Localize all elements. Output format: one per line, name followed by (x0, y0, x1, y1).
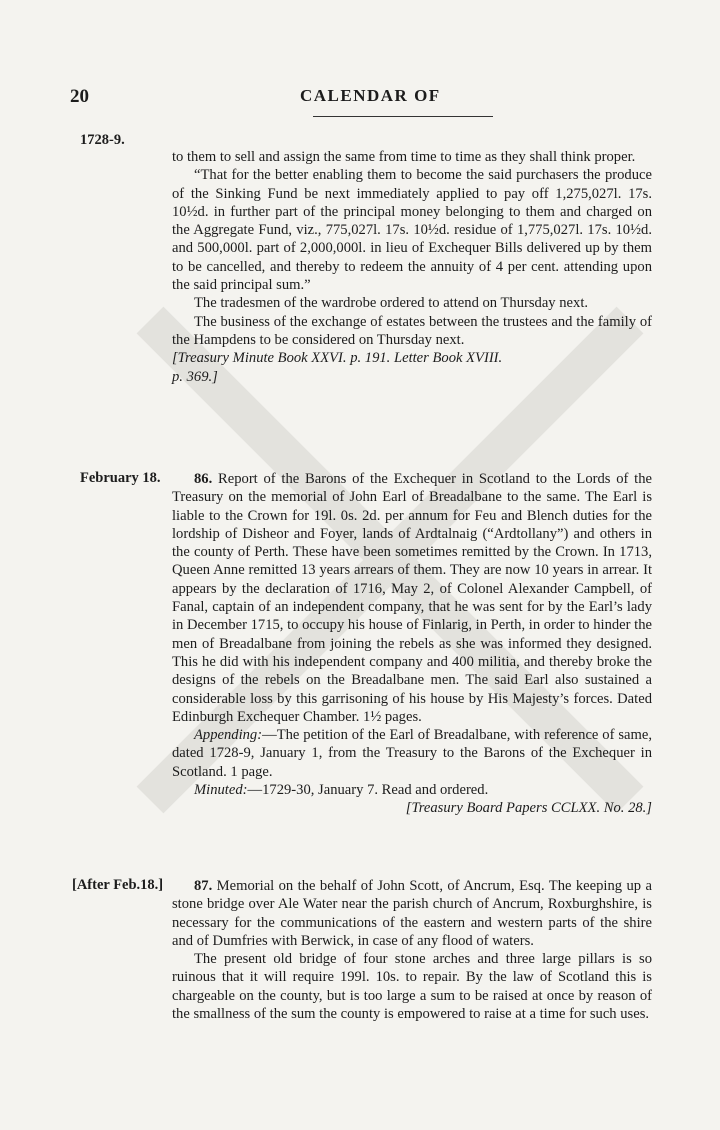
entry-text: Report of the Barons of the Exchequer in Scotland to the Lords of the Treasury on the memorial of John Earl of Breadalbane to the same. The Earl is liable to the Crown for 19l. 0s. 2d. per annum for Feu and Blench duties for the lordship of Disheor and Foyer, lands of Ardtalnaig (“Ardtollany”) and others in the county of Perth. These have been sometimes remitted by the Crown. In 1713, Queen Anne remitted 13 years arrears of them. They are now 10 years in arrear. It appears by the declaration of 1716, May 2, of Colonel Alexander Campbell, of Fanal, captain of an independent company, that he was sent for by the Earl’s lady in December 1715, to occupy his house of Finlarig, in Perth, in order to hinder the men of Breadalbane from joining the rebels as she was informed they designed. This he did with his independent company and 400 militia, and thereby broke the designs of the rebels on the Breadalbane men. The said Earl also sustained a considerable loss by this garrisoning of his house by His Majesty’s forces. Dated Edinburgh Exchequer Chamber. 1½ pages. (172, 471, 652, 725)
minuted-text: —1729-30, January 7. Read and ordered. (247, 782, 489, 799)
reference: [Treasury Board Papers CCLXX. No. 28.] (405, 800, 652, 817)
margin-date: February 18. (80, 470, 161, 486)
paragraph (172, 726, 652, 781)
entry-number: 86. (194, 471, 213, 487)
paragraph: to them to sell and assign the same from time to time as they shall think proper. (172, 149, 636, 165)
page-header (0, 86, 720, 126)
reference-line: [Treasury Minute Book XXVI. p. 191. Letter Book XVIII. (172, 350, 503, 367)
paragraph (172, 877, 652, 950)
paragraph: “That for the better enabling them to become the said purchasers the produce of the Sinking Fund be next immediately applied to pay off 1,275,027l. 17s. 10½d. in further part of the principal money belonging to them and charged on the Aggregate Fund, viz., 775,027l. 17s. 10½d. residue of 1,775,027l. 17s. 10½d. and 500,000l. part of 2,000,000l. in lieu of Exchequer Bills delivered up by them to be cancelled, and thereby to redeem the annuity of 4 per cent. attending upon the said principal sum.” (172, 167, 652, 294)
appending-label: Appending: (194, 727, 263, 744)
entry-body (172, 148, 652, 386)
reference (172, 349, 652, 386)
appending-text: —The petition of the Earl of Breadalbane, with reference of same, dated 1728-9, January 1, from the Treasury to the Barons of the Exchequer in Scotland. 1 page. (172, 727, 652, 780)
running-title: CALENDAR OF (300, 86, 441, 105)
paragraph (172, 470, 652, 726)
paragraph: The present old bridge of four stone arches and three large pillars is so ruinous that it will require 199l. 10s. to repair. By the law of Scotland this is chargeable on the county, but is too large a sum to be raised at once by reason of the smallness of the sum the county is empowered to raise at a time for such uses. (172, 951, 652, 1023)
minuted-label: Minuted: (194, 782, 248, 799)
paragraph: The business of the exchange of estates between the trustees and the family of the Hampdens to be considered on Thursday next. (172, 313, 652, 348)
entry-text: Memorial on the behalf of John Scott, of Ancrum, Esq. The keeping up a stone bridge over Ale Water near the parish church of Ancrum, Roxburghshire, is necessary for the communications of the eastern and western parts of the shire and of Dumfries with Berwick, in case of any flood of waters. (172, 878, 652, 949)
paragraph (172, 781, 652, 799)
margin-date: 1728-9. (80, 132, 125, 148)
paragraph: The tradesmen of the wardrobe ordered to attend on Thursday next. (194, 295, 589, 312)
header-rule (313, 116, 493, 117)
entry-body (172, 877, 652, 1023)
entry-number: 87. (194, 878, 213, 894)
margin-date: [After Feb.18.] (72, 877, 164, 893)
reference-line: p. 369.] (172, 368, 218, 385)
page-number: 20 (70, 86, 89, 107)
entry-body (172, 470, 652, 818)
